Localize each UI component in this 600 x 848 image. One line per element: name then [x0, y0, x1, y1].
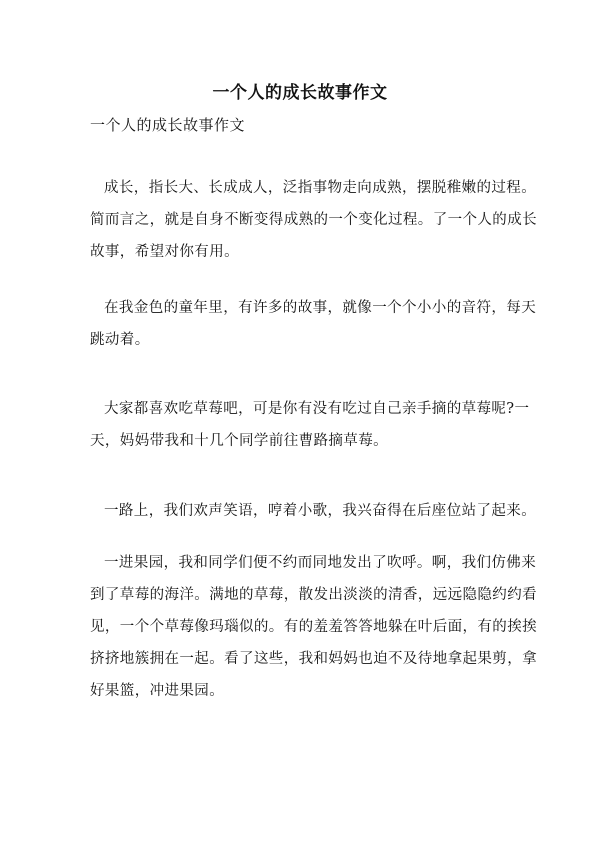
paragraph-line: 一路上，我们欢声笑语，哼着小歌，我兴奋得在后座位站了起来。 — [104, 503, 537, 519]
paragraph-line: 在我金色的童年里，有许多的故事，就像一个个小小的音符，每天 — [104, 300, 537, 316]
paragraph-2 — [90, 292, 537, 356]
paragraph-line: 一进果园，我和同学们便不约而同地发出了吹呼。啊，我们仿佛来 — [104, 555, 537, 571]
paragraph-line: 天，妈妈带我和十几个同学前往曹路摘草莓。 — [90, 433, 388, 449]
paragraph-line: 见，一个个草莓像玛瑙似的。有的羞羞答答地躲在叶后面，有的挨挨 — [90, 619, 537, 635]
paragraph-line: 大家都喜欢吃草莓吧，可是你有没有吃过自己亲手摘的草莓呢?一 — [104, 401, 530, 417]
paragraph-line: 跳动着。 — [90, 332, 150, 348]
paragraph-1 — [90, 172, 537, 268]
paragraph-line: 简而言之，就是自身不断变得成熟的一个变化过程。了一个人的成长 — [90, 212, 537, 228]
paragraph-line: 成长，指长大、长成成人，泛指事物走向成熟，摆脱稚嫩的过程。 — [104, 180, 537, 196]
paragraph-line: 好果篮，冲进果园。 — [90, 683, 225, 699]
paragraph-line: 故事，希望对你有用。 — [90, 244, 239, 260]
paragraph-5 — [90, 547, 537, 707]
document-subtitle: 一个人的成长故事作文 — [90, 116, 246, 134]
paragraph-line: 到了草莓的海洋。满地的草莓，散发出淡淡的清香，远远隐隐约约看 — [90, 587, 537, 603]
document-title: 一个人的成长故事作文 — [212, 83, 388, 103]
paragraph-4 — [90, 495, 537, 527]
paragraph-3 — [90, 393, 530, 457]
paragraph-line: 挤挤地簇拥在一起。看了这些，我和妈妈也迫不及待地拿起果剪，拿 — [90, 651, 537, 667]
